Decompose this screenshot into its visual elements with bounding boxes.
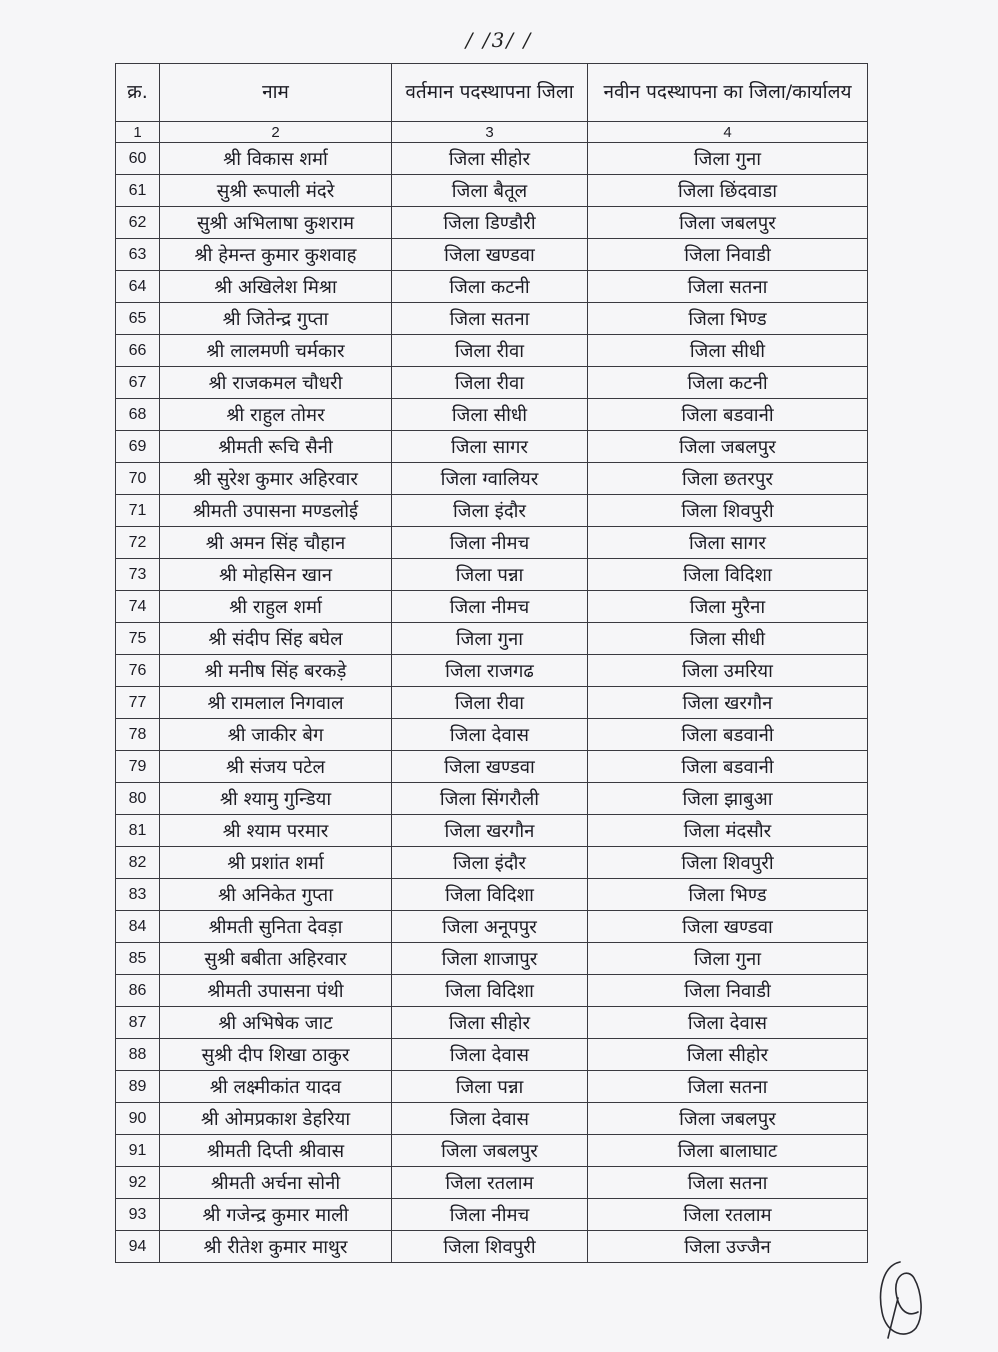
- name-cell: श्री संदीप सिंह बघेल: [160, 623, 392, 655]
- serial-cell: 92: [116, 1167, 160, 1199]
- current-posting-cell: जिला सीहोर: [392, 1007, 588, 1039]
- current-posting-cell: जिला शाजापुर: [392, 943, 588, 975]
- current-posting-cell: जिला खण्डवा: [392, 751, 588, 783]
- table-row: [116, 207, 868, 239]
- table-row: [116, 847, 868, 879]
- name-cell: श्रीमती उपासना पंथी: [160, 975, 392, 1007]
- current-posting-cell: जिला सिंगरौली: [392, 783, 588, 815]
- new-posting-cell: जिला गुना: [588, 943, 868, 975]
- table-row: [116, 1039, 868, 1071]
- current-posting-cell: जिला गुना: [392, 623, 588, 655]
- table-row: [116, 943, 868, 975]
- new-posting-cell: जिला मुरैना: [588, 591, 868, 623]
- new-posting-cell: जिला शिवपुरी: [588, 495, 868, 527]
- table-row: [116, 1007, 868, 1039]
- current-posting-cell: जिला रीवा: [392, 687, 588, 719]
- current-posting-cell: जिला नीमच: [392, 527, 588, 559]
- new-posting-cell: जिला शिवपुरी: [588, 847, 868, 879]
- name-cell: श्री हेमन्त कुमार कुशवाह: [160, 239, 392, 271]
- table-row: [116, 1167, 868, 1199]
- name-cell: श्री अमन सिंह चौहान: [160, 527, 392, 559]
- table-row: [116, 751, 868, 783]
- current-posting-cell: जिला ग्वालियर: [392, 463, 588, 495]
- new-posting-cell: जिला मंदसौर: [588, 815, 868, 847]
- serial-cell: 62: [116, 207, 160, 239]
- serial-cell: 67: [116, 367, 160, 399]
- serial-cell: 86: [116, 975, 160, 1007]
- table-row: [116, 1231, 868, 1263]
- header-current-posting: वर्तमान पदस्थापना जिला: [392, 64, 588, 122]
- current-posting-cell: जिला सतना: [392, 303, 588, 335]
- new-posting-cell: जिला जबलपुर: [588, 1103, 868, 1135]
- new-posting-cell: जिला निवाडी: [588, 239, 868, 271]
- table-row: [116, 1103, 868, 1135]
- current-posting-cell: जिला राजगढ: [392, 655, 588, 687]
- serial-cell: 80: [116, 783, 160, 815]
- serial-cell: 76: [116, 655, 160, 687]
- name-cell: श्री लक्ष्मीकांत यादव: [160, 1071, 392, 1103]
- serial-cell: 60: [116, 143, 160, 175]
- name-cell: श्री प्रशांत शर्मा: [160, 847, 392, 879]
- serial-cell: 79: [116, 751, 160, 783]
- current-posting-cell: जिला शिवपुरी: [392, 1231, 588, 1263]
- name-cell: श्री संजय पटेल: [160, 751, 392, 783]
- serial-cell: 77: [116, 687, 160, 719]
- current-posting-cell: जिला देवास: [392, 1103, 588, 1135]
- transfer-list-table: [115, 63, 868, 1263]
- serial-cell: 78: [116, 719, 160, 751]
- serial-cell: 93: [116, 1199, 160, 1231]
- serial-cell: 75: [116, 623, 160, 655]
- serial-cell: 63: [116, 239, 160, 271]
- serial-cell: 81: [116, 815, 160, 847]
- name-cell: श्रीमती सुनिता देवड़ा: [160, 911, 392, 943]
- table-row: [116, 399, 868, 431]
- name-cell: श्री ओमप्रकाश डेहरिया: [160, 1103, 392, 1135]
- new-posting-cell: जिला सीधी: [588, 623, 868, 655]
- current-posting-cell: जिला देवास: [392, 1039, 588, 1071]
- table-row: [116, 975, 868, 1007]
- name-cell: श्री जितेन्द्र गुप्ता: [160, 303, 392, 335]
- table-row: [116, 463, 868, 495]
- table-row: [116, 367, 868, 399]
- serial-cell: 70: [116, 463, 160, 495]
- new-posting-cell: जिला भिण्ड: [588, 879, 868, 911]
- name-cell: श्रीमती उपासना मण्डलोई: [160, 495, 392, 527]
- name-cell: श्री गजेन्द्र कुमार माली: [160, 1199, 392, 1231]
- table-row: [116, 271, 868, 303]
- name-cell: श्री मनीष सिंह बरकड़े: [160, 655, 392, 687]
- current-posting-cell: जिला विदिशा: [392, 975, 588, 1007]
- new-posting-cell: जिला बालाघाट: [588, 1135, 868, 1167]
- new-posting-cell: जिला सतना: [588, 1071, 868, 1103]
- serial-cell: 82: [116, 847, 160, 879]
- new-posting-cell: जिला सीधी: [588, 335, 868, 367]
- new-posting-cell: जिला खण्डवा: [588, 911, 868, 943]
- table-row: [116, 431, 868, 463]
- name-cell: श्री श्याम परमार: [160, 815, 392, 847]
- name-cell: श्री राजकमल चौधरी: [160, 367, 392, 399]
- name-cell: श्री श्यामु गुन्डिया: [160, 783, 392, 815]
- new-posting-cell: जिला सीहोर: [588, 1039, 868, 1071]
- table-row: [116, 911, 868, 943]
- table-row: [116, 175, 868, 207]
- serial-cell: 73: [116, 559, 160, 591]
- name-cell: श्री अनिकेत गुप्ता: [160, 879, 392, 911]
- current-posting-cell: जिला डिण्डौरी: [392, 207, 588, 239]
- new-posting-cell: जिला सतना: [588, 1167, 868, 1199]
- current-posting-cell: जिला खरगौन: [392, 815, 588, 847]
- name-cell: श्रीमती अर्चना सोनी: [160, 1167, 392, 1199]
- serial-cell: 89: [116, 1071, 160, 1103]
- name-cell: श्री राहुल तोमर: [160, 399, 392, 431]
- serial-cell: 68: [116, 399, 160, 431]
- column-index: 4: [588, 122, 868, 143]
- new-posting-cell: जिला भिण्ड: [588, 303, 868, 335]
- current-posting-cell: जिला सीधी: [392, 399, 588, 431]
- serial-cell: 87: [116, 1007, 160, 1039]
- column-index: 1: [116, 122, 160, 143]
- column-index-row: [116, 122, 868, 143]
- serial-cell: 69: [116, 431, 160, 463]
- current-posting-cell: जिला इंदौर: [392, 495, 588, 527]
- page-number: / /3/ /: [465, 28, 533, 52]
- serial-cell: 90: [116, 1103, 160, 1135]
- current-posting-cell: जिला रीवा: [392, 335, 588, 367]
- name-cell: श्री लालमणी चर्मकार: [160, 335, 392, 367]
- new-posting-cell: जिला विदिशा: [588, 559, 868, 591]
- new-posting-cell: जिला छतरपुर: [588, 463, 868, 495]
- name-cell: श्री विकास शर्मा: [160, 143, 392, 175]
- name-cell: सुश्री अभिलाषा कुशराम: [160, 207, 392, 239]
- header-serial: क्र.: [116, 64, 160, 122]
- table-row: [116, 783, 868, 815]
- current-posting-cell: जिला इंदौर: [392, 847, 588, 879]
- new-posting-cell: जिला खरगौन: [588, 687, 868, 719]
- name-cell: श्री राहुल शर्मा: [160, 591, 392, 623]
- serial-cell: 71: [116, 495, 160, 527]
- name-cell: श्री सुरेश कुमार अहिरवार: [160, 463, 392, 495]
- serial-cell: 85: [116, 943, 160, 975]
- new-posting-cell: जिला कटनी: [588, 367, 868, 399]
- table-row: [116, 1071, 868, 1103]
- serial-cell: 66: [116, 335, 160, 367]
- name-cell: श्रीमती दिप्ती श्रीवास: [160, 1135, 392, 1167]
- new-posting-cell: जिला बडवानी: [588, 751, 868, 783]
- new-posting-cell: जिला जबलपुर: [588, 431, 868, 463]
- signature-mark: [876, 1252, 926, 1344]
- current-posting-cell: जिला अनूपपुर: [392, 911, 588, 943]
- column-index: 3: [392, 122, 588, 143]
- table-row: [116, 303, 868, 335]
- new-posting-cell: जिला सतना: [588, 271, 868, 303]
- name-cell: श्रीमती रूचि सैनी: [160, 431, 392, 463]
- table-row: [116, 879, 868, 911]
- name-cell: श्री अभिषेक जाट: [160, 1007, 392, 1039]
- serial-cell: 94: [116, 1231, 160, 1263]
- name-cell: सुश्री बबीता अहिरवार: [160, 943, 392, 975]
- table-row: [116, 1199, 868, 1231]
- current-posting-cell: जिला सागर: [392, 431, 588, 463]
- table-row: [116, 495, 868, 527]
- serial-cell: 64: [116, 271, 160, 303]
- name-cell: सुश्री रूपाली मंदरे: [160, 175, 392, 207]
- current-posting-cell: जिला कटनी: [392, 271, 588, 303]
- new-posting-cell: जिला देवास: [588, 1007, 868, 1039]
- serial-cell: 72: [116, 527, 160, 559]
- current-posting-cell: जिला खण्डवा: [392, 239, 588, 271]
- current-posting-cell: जिला नीमच: [392, 1199, 588, 1231]
- current-posting-cell: जिला जबलपुर: [392, 1135, 588, 1167]
- current-posting-cell: जिला विदिशा: [392, 879, 588, 911]
- current-posting-cell: जिला रीवा: [392, 367, 588, 399]
- current-posting-cell: जिला पन्ना: [392, 559, 588, 591]
- current-posting-cell: जिला पन्ना: [392, 1071, 588, 1103]
- new-posting-cell: जिला बडवानी: [588, 719, 868, 751]
- table-row: [116, 527, 868, 559]
- table-row: [116, 815, 868, 847]
- current-posting-cell: जिला बैतूल: [392, 175, 588, 207]
- table-row: [116, 655, 868, 687]
- serial-cell: 83: [116, 879, 160, 911]
- serial-cell: 61: [116, 175, 160, 207]
- new-posting-cell: जिला छिंदवाडा: [588, 175, 868, 207]
- serial-cell: 84: [116, 911, 160, 943]
- new-posting-cell: जिला उज्जैन: [588, 1231, 868, 1263]
- new-posting-cell: जिला रतलाम: [588, 1199, 868, 1231]
- table-row: [116, 559, 868, 591]
- new-posting-cell: जिला जबलपुर: [588, 207, 868, 239]
- current-posting-cell: जिला सीहोर: [392, 143, 588, 175]
- serial-cell: 88: [116, 1039, 160, 1071]
- table-row: [116, 239, 868, 271]
- table-row: [116, 335, 868, 367]
- new-posting-cell: जिला गुना: [588, 143, 868, 175]
- serial-cell: 91: [116, 1135, 160, 1167]
- new-posting-cell: जिला उमरिया: [588, 655, 868, 687]
- table-row: [116, 1135, 868, 1167]
- current-posting-cell: जिला देवास: [392, 719, 588, 751]
- new-posting-cell: जिला सागर: [588, 527, 868, 559]
- current-posting-cell: जिला नीमच: [392, 591, 588, 623]
- table-row: [116, 719, 868, 751]
- serial-cell: 74: [116, 591, 160, 623]
- table-row: [116, 143, 868, 175]
- name-cell: श्री जाकीर बेग: [160, 719, 392, 751]
- current-posting-cell: जिला रतलाम: [392, 1167, 588, 1199]
- new-posting-cell: जिला बडवानी: [588, 399, 868, 431]
- table-row: [116, 687, 868, 719]
- name-cell: श्री रीतेश कुमार माथुर: [160, 1231, 392, 1263]
- column-index: 2: [160, 122, 392, 143]
- serial-cell: 65: [116, 303, 160, 335]
- table-row: [116, 591, 868, 623]
- new-posting-cell: जिला निवाडी: [588, 975, 868, 1007]
- header-new-posting: नवीन पदस्थापना का जिला/कार्यालय: [588, 64, 868, 122]
- new-posting-cell: जिला झाबुआ: [588, 783, 868, 815]
- name-cell: श्री मोहसिन खान: [160, 559, 392, 591]
- name-cell: सुश्री दीप शिखा ठाकुर: [160, 1039, 392, 1071]
- table-row: [116, 623, 868, 655]
- table-header-row: [116, 64, 868, 122]
- name-cell: श्री रामलाल निगवाल: [160, 687, 392, 719]
- name-cell: श्री अखिलेश मिश्रा: [160, 271, 392, 303]
- header-name: नाम: [160, 64, 392, 122]
